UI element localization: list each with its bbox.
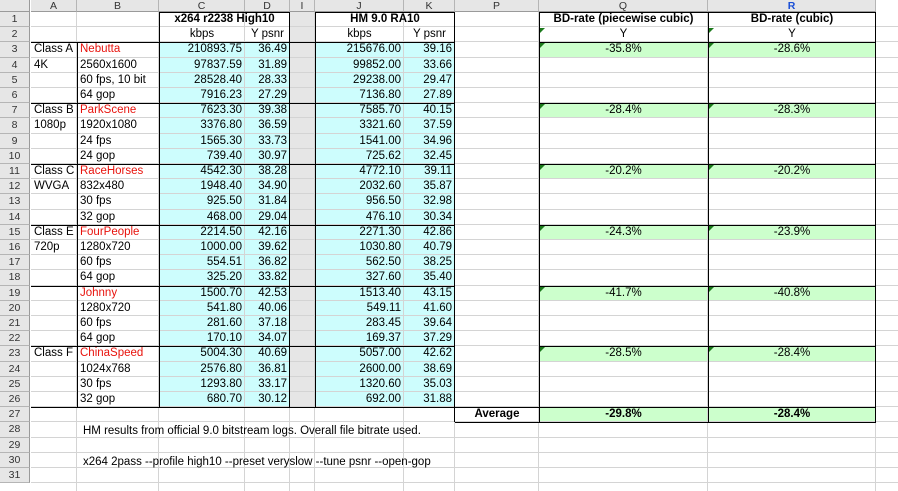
x264-psnr[interactable]: 40.06 xyxy=(258,301,287,314)
row-header[interactable]: 17 xyxy=(0,255,30,270)
comment-marker xyxy=(540,104,545,109)
x264-kbps[interactable]: 281.60 xyxy=(206,317,242,329)
x264-psnr[interactable]: 33.17 xyxy=(258,377,287,390)
hm-kbps[interactable]: 5057.00 xyxy=(359,347,401,360)
class-label[interactable] xyxy=(31,286,77,301)
sequence-gop[interactable]: 32 gop xyxy=(80,393,116,405)
hm-kbps-header[interactable]: kbps xyxy=(347,28,372,41)
sequence-resolution[interactable]: 1280x720 xyxy=(80,301,131,314)
hm-psnr[interactable]: 42.86 xyxy=(423,225,452,238)
sequence-gop[interactable]: 32 gop xyxy=(80,210,116,223)
border-line xyxy=(315,12,316,407)
sequence-name[interactable]: Johnny xyxy=(80,286,118,299)
sequence-resolution[interactable]: 1280x720 xyxy=(80,241,131,253)
border-line xyxy=(708,12,709,422)
x264-kbps[interactable]: 680.70 xyxy=(206,393,242,405)
hm-psnr[interactable]: 31.88 xyxy=(423,393,452,405)
hm-psnr[interactable]: 32.45 xyxy=(423,149,452,162)
border-line xyxy=(31,346,455,347)
bd-cubic-value[interactable]: -40.8% xyxy=(773,286,811,299)
row-header[interactable]: 2 xyxy=(0,27,30,42)
hm-psnr[interactable]: 40.79 xyxy=(423,241,452,253)
comment-marker xyxy=(540,347,545,352)
hm-kbps[interactable]: 1320.60 xyxy=(359,377,401,390)
row-header[interactable]: 11 xyxy=(0,164,30,179)
comment-marker xyxy=(709,43,714,48)
class-resolution[interactable] xyxy=(31,301,77,316)
sequence-fps[interactable]: 24 fps xyxy=(80,134,112,147)
row-header[interactable]: 21 xyxy=(0,316,30,331)
x264-kbps[interactable]: 2214.50 xyxy=(200,225,242,238)
hm-psnr[interactable]: 37.29 xyxy=(423,332,452,345)
x264-psnr[interactable]: 40.69 xyxy=(258,347,287,360)
class-resolution[interactable]: 1080p xyxy=(34,119,66,132)
y-header-q[interactable]: Y xyxy=(619,28,628,41)
bd-cubic-value[interactable]: -20.2% xyxy=(773,165,811,177)
average-bd-cubic[interactable]: -28.4% xyxy=(773,408,811,421)
class-label[interactable]: Class A xyxy=(34,43,73,56)
row-header[interactable]: 28 xyxy=(0,422,30,437)
sequence-fps[interactable]: 60 fps xyxy=(80,317,112,329)
row-header[interactable]: 24 xyxy=(0,362,30,377)
gridline-row xyxy=(31,482,898,483)
comment-marker xyxy=(709,226,714,231)
hm-psnr[interactable]: 41.60 xyxy=(423,301,452,314)
column-header[interactable]: K xyxy=(404,0,455,12)
x264-psnr[interactable]: 34.90 xyxy=(258,180,287,193)
hm-kbps[interactable]: 283.45 xyxy=(365,317,401,329)
x264-psnr[interactable]: 36.81 xyxy=(258,362,287,375)
column-header[interactable]: A xyxy=(31,0,77,12)
hm-psnr[interactable]: 34.96 xyxy=(423,134,452,147)
comment-marker xyxy=(709,287,714,292)
sequence-name[interactable]: RaceHorses xyxy=(80,165,144,177)
row-header[interactable]: 29 xyxy=(0,438,30,453)
sequence-gop[interactable]: 64 gop xyxy=(80,89,116,101)
border-line xyxy=(31,42,455,43)
x264-psnr[interactable]: 29.04 xyxy=(258,210,287,223)
row-header[interactable]: 3 xyxy=(0,42,30,57)
y-header-r[interactable]: Y xyxy=(788,28,796,41)
class-resolution[interactable]: WVGA xyxy=(34,180,70,193)
hm-kbps[interactable]: 4772.10 xyxy=(359,165,401,177)
sequence-fps[interactable]: 60 fps xyxy=(80,256,112,269)
border-line xyxy=(31,164,455,165)
row-header[interactable]: 1 xyxy=(0,12,30,27)
hm-psnr[interactable]: 37.59 xyxy=(423,119,452,132)
x264-kbps[interactable]: 5004.30 xyxy=(200,347,242,360)
hm-psnr[interactable]: 39.64 xyxy=(423,317,452,329)
row-header[interactable]: 5 xyxy=(0,73,30,88)
hm-kbps[interactable]: 725.62 xyxy=(365,149,401,162)
class-label[interactable]: Class B xyxy=(34,104,74,117)
hm-kbps[interactable]: 2032.60 xyxy=(359,180,401,193)
hm-kbps[interactable]: 29238.00 xyxy=(353,73,401,86)
sequence-name[interactable]: ChinaSpeed xyxy=(80,347,144,360)
class-resolution[interactable]: 4K xyxy=(34,58,49,71)
border-line xyxy=(159,12,290,13)
comment-marker xyxy=(540,287,545,292)
row-header[interactable]: 22 xyxy=(0,331,30,346)
comment-marker xyxy=(709,165,714,170)
border-line xyxy=(289,12,290,407)
x264-kbps[interactable]: 325.20 xyxy=(206,271,242,284)
comment-marker xyxy=(540,28,545,33)
x264-psnr[interactable]: 28.33 xyxy=(258,73,287,86)
x264-kbps[interactable]: 210893.75 xyxy=(187,43,242,56)
note-hm-source[interactable]: HM results from official 9.0 bitstream logs. Overall file bitrate used. xyxy=(83,425,421,438)
x264-kbps[interactable]: 468.00 xyxy=(206,210,242,223)
row-header[interactable]: 20 xyxy=(0,301,30,316)
hm-kbps[interactable]: 1541.00 xyxy=(359,134,401,147)
gridline-row xyxy=(31,452,898,453)
x264-kbps[interactable]: 739.40 xyxy=(206,149,242,162)
x264-title[interactable]: x264 r2238 High10 xyxy=(174,13,275,25)
x264-kbps[interactable]: 97837.59 xyxy=(194,58,242,71)
hm-kbps[interactable]: 476.10 xyxy=(365,210,401,223)
sequence-resolution[interactable]: 2560x1600 xyxy=(80,58,137,71)
comment-marker xyxy=(540,226,545,231)
sequence-resolution[interactable]: 832x480 xyxy=(80,180,125,193)
border-line xyxy=(539,12,540,422)
x264-psnr[interactable]: 36.82 xyxy=(258,256,287,269)
border-line xyxy=(455,422,876,423)
hm-psnr[interactable]: 29.47 xyxy=(423,73,452,86)
hm-title[interactable]: HM 9.0 RA10 xyxy=(350,13,420,25)
bd-cubic-header[interactable]: BD-rate (cubic) xyxy=(750,13,834,25)
border-line xyxy=(31,103,455,104)
x264-psnr[interactable]: 30.97 xyxy=(258,149,287,162)
bd-cubic-value[interactable]: -28.6% xyxy=(773,43,811,56)
sequence-gop[interactable]: 64 gop xyxy=(80,332,116,345)
row-header[interactable]: 30 xyxy=(0,453,30,468)
x264-psnr[interactable]: 31.89 xyxy=(258,58,287,71)
x264-psnr[interactable]: 31.84 xyxy=(258,195,287,208)
class-label[interactable]: Class F xyxy=(34,347,73,360)
sequence-fps[interactable]: 30 fps xyxy=(80,377,112,390)
x264-kbps[interactable]: 170.10 xyxy=(206,332,242,345)
x264-kbps[interactable]: 7623.30 xyxy=(200,104,242,117)
row-header[interactable]: 26 xyxy=(0,392,30,407)
hm-psnr[interactable]: 35.40 xyxy=(423,271,452,284)
hm-psnr[interactable]: 43.15 xyxy=(423,286,452,299)
hm-psnr[interactable]: 42.62 xyxy=(423,347,452,360)
hm-psnr[interactable]: 35.87 xyxy=(423,180,452,193)
class-label[interactable]: Class E xyxy=(34,225,74,238)
hm-psnr[interactable]: 38.25 xyxy=(423,256,452,269)
x264-psnr[interactable]: 37.18 xyxy=(258,317,287,329)
class-resolution[interactable] xyxy=(31,362,77,377)
x264-psnr-header[interactable]: Y psnr xyxy=(250,28,285,41)
average-label[interactable]: Average xyxy=(474,408,520,421)
sequence-gop[interactable]: 24 gop xyxy=(80,149,116,162)
hm-kbps[interactable]: 1513.40 xyxy=(359,286,401,299)
border-line xyxy=(31,407,455,408)
hm-kbps[interactable]: 2271.30 xyxy=(359,225,401,238)
row-header[interactable]: 16 xyxy=(0,240,30,255)
x264-kbps[interactable]: 4542.30 xyxy=(200,165,242,177)
column-header[interactable]: R xyxy=(708,0,876,12)
row-header[interactable]: 8 xyxy=(0,118,30,133)
column-header[interactable]: C xyxy=(159,0,245,12)
hm-kbps[interactable]: 562.50 xyxy=(365,256,401,269)
x264-psnr[interactable]: 38.28 xyxy=(258,165,287,177)
border-line xyxy=(875,12,876,422)
hm-psnr[interactable]: 27.89 xyxy=(423,89,452,101)
hm-kbps[interactable]: 956.50 xyxy=(365,195,401,208)
x264-kbps[interactable]: 554.51 xyxy=(206,256,242,269)
x264-psnr[interactable]: 39.38 xyxy=(258,104,287,117)
bd-cubic-value[interactable]: -28.4% xyxy=(773,347,811,360)
border-line xyxy=(315,12,455,13)
x264-kbps[interactable]: 1293.80 xyxy=(200,377,242,390)
row-header[interactable]: 14 xyxy=(0,210,30,225)
x264-kbps-header[interactable]: kbps xyxy=(189,28,215,41)
note-x264-command[interactable]: x264 2pass --profile high10 --preset veryslow --tune psnr --open-gop xyxy=(83,455,431,468)
hm-kbps[interactable]: 549.11 xyxy=(366,301,401,314)
column-header[interactable]: D xyxy=(245,0,290,12)
column-header[interactable]: B xyxy=(77,0,159,12)
bd-cubic-value[interactable]: -23.9% xyxy=(773,225,811,238)
bd-piecewise-value[interactable]: -24.3% xyxy=(605,225,642,238)
sequence-fps[interactable]: 30 fps xyxy=(80,195,112,208)
x264-kbps[interactable]: 28528.40 xyxy=(194,73,242,86)
row-header[interactable]: 25 xyxy=(0,377,30,392)
x264-psnr[interactable]: 42.16 xyxy=(258,225,287,238)
hm-psnr[interactable]: 32.98 xyxy=(423,195,452,208)
row-header[interactable]: 12 xyxy=(0,179,30,194)
average-bd-piecewise[interactable]: -29.8% xyxy=(605,408,642,421)
bd-piecewise-value[interactable]: -28.4% xyxy=(605,104,642,117)
bd-cubic-value[interactable]: -28.3% xyxy=(773,104,811,117)
hm-psnr[interactable]: 30.34 xyxy=(423,210,452,223)
comment-marker xyxy=(540,165,545,170)
bd-piecewise-value[interactable]: -41.7% xyxy=(605,286,642,299)
row-header[interactable]: 6 xyxy=(0,88,30,103)
border-line xyxy=(454,12,455,422)
row-header[interactable]: 23 xyxy=(0,346,30,361)
x264-kbps[interactable]: 7916.23 xyxy=(200,89,242,101)
x264-psnr[interactable]: 39.62 xyxy=(258,241,287,253)
hm-kbps[interactable]: 327.60 xyxy=(365,271,401,284)
border-line xyxy=(77,42,78,407)
x264-psnr[interactable]: 42.53 xyxy=(258,286,287,299)
hm-kbps[interactable]: 1030.80 xyxy=(359,241,401,253)
hm-psnr[interactable]: 40.15 xyxy=(423,104,452,117)
x264-kbps[interactable]: 1500.70 xyxy=(200,286,242,299)
class-label[interactable]: Class C xyxy=(34,165,75,177)
hm-psnr[interactable]: 33.66 xyxy=(423,58,452,71)
x264-psnr[interactable]: 27.29 xyxy=(258,89,287,101)
x264-psnr[interactable]: 36.49 xyxy=(258,43,287,56)
row-header[interactable]: 27 xyxy=(0,407,30,422)
hm-kbps[interactable]: 2600.00 xyxy=(359,362,401,375)
row-header[interactable]: 10 xyxy=(0,149,30,164)
border-line xyxy=(31,225,455,226)
sequence-resolution[interactable]: 1024x768 xyxy=(80,362,131,375)
hm-psnr-header[interactable]: Y psnr xyxy=(412,28,447,41)
hm-psnr[interactable]: 38.69 xyxy=(423,362,452,375)
column-header[interactable]: I xyxy=(290,0,315,12)
row-header[interactable]: 15 xyxy=(0,225,30,240)
row-header[interactable]: 18 xyxy=(0,270,30,285)
comment-marker xyxy=(540,43,545,48)
x264-psnr[interactable]: 30.12 xyxy=(258,393,287,405)
hm-psnr[interactable]: 39.11 xyxy=(424,165,452,177)
column-header[interactable]: P xyxy=(455,0,539,12)
sequence-gop[interactable]: 64 gop xyxy=(80,271,116,284)
hm-kbps[interactable]: 99852.00 xyxy=(353,58,401,71)
hm-psnr[interactable]: 39.16 xyxy=(423,43,452,56)
hm-kbps[interactable]: 3321.60 xyxy=(359,119,401,132)
x264-kbps[interactable]: 2576.80 xyxy=(200,362,242,375)
hm-kbps[interactable]: 692.00 xyxy=(365,393,401,405)
bd-piecewise-header[interactable]: BD-rate (piecewise cubic) xyxy=(553,13,694,25)
bd-piecewise-value[interactable]: -20.2% xyxy=(605,165,642,177)
hm-kbps[interactable]: 7585.70 xyxy=(359,104,401,117)
x264-kbps[interactable]: 1565.30 xyxy=(200,134,242,147)
class-resolution[interactable]: 720p xyxy=(34,241,60,253)
sequence-name[interactable]: Nebutta xyxy=(80,43,121,56)
row-header[interactable]: 31 xyxy=(0,468,30,483)
row-header[interactable]: 7 xyxy=(0,103,30,118)
x264-psnr[interactable]: 36.59 xyxy=(258,119,287,132)
sequence-name[interactable]: ParkScene xyxy=(80,104,137,117)
row-header[interactable]: 19 xyxy=(0,286,30,301)
x264-kbps[interactable]: 541.80 xyxy=(206,301,242,314)
border-line xyxy=(455,407,539,408)
row-header[interactable]: 13 xyxy=(0,194,30,209)
row-header[interactable]: 4 xyxy=(0,58,30,73)
x264-psnr[interactable]: 33.73 xyxy=(258,134,287,147)
hm-kbps[interactable]: 169.37 xyxy=(365,332,401,345)
x264-psnr[interactable]: 33.82 xyxy=(258,271,287,284)
border-line xyxy=(159,12,160,407)
row-header[interactable]: 9 xyxy=(0,134,30,149)
sequence-fps[interactable]: 60 fps, 10 bit xyxy=(80,73,146,86)
x264-kbps[interactable]: 1948.40 xyxy=(200,180,242,193)
bd-piecewise-value[interactable]: -35.8% xyxy=(605,43,642,56)
bd-piecewise-value[interactable]: -28.5% xyxy=(605,347,642,360)
column-header[interactable]: Q xyxy=(539,0,708,12)
hm-psnr[interactable]: 35.03 xyxy=(423,377,452,390)
x264-kbps[interactable]: 3376.80 xyxy=(200,119,242,132)
sequence-name[interactable]: FourPeople xyxy=(80,225,140,238)
comment-marker xyxy=(709,347,714,352)
column-header[interactable]: J xyxy=(315,0,404,12)
comment-marker xyxy=(709,104,714,109)
x264-psnr[interactable]: 34.07 xyxy=(258,332,287,345)
sequence-resolution[interactable]: 1920x1080 xyxy=(80,119,137,132)
select-all-corner[interactable] xyxy=(0,0,30,12)
comment-marker xyxy=(709,28,714,33)
x264-kbps[interactable]: 1000.00 xyxy=(200,241,242,253)
border-line xyxy=(31,286,455,287)
hm-kbps[interactable]: 7136.80 xyxy=(359,89,401,101)
hm-kbps[interactable]: 215676.00 xyxy=(346,43,401,56)
x264-kbps[interactable]: 925.50 xyxy=(206,195,242,208)
